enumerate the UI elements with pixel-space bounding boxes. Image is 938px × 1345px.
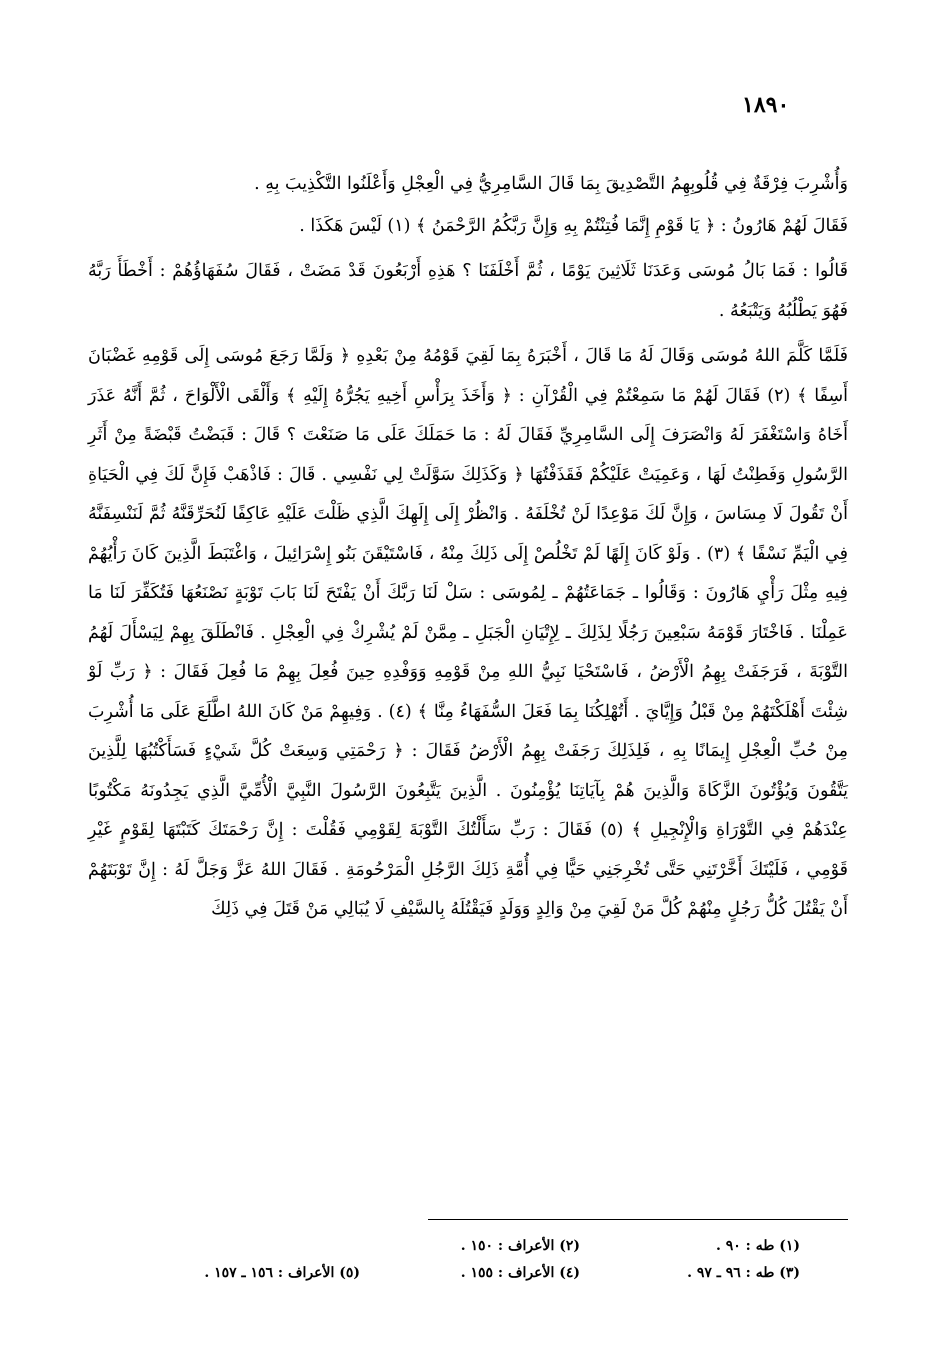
footnotes — [140, 1232, 800, 1286]
footnote-5: (٥) الأعراف : ١٥٦ ـ ١٥٧ . — [204, 1264, 360, 1281]
footnote-row — [140, 1232, 800, 1259]
paragraph-1: وَأُشْرِبَ فِرْقَةٌ فِي قُلُوبِهِمُ التَّصْدِيقَ بِمَا قَالَ السَّامِرِيُّ فِي الْعِجْلِ وَأَعْلَنُوا التَّكْذِيبَ بِهِ . — [254, 174, 848, 194]
footnote-divider — [428, 1219, 848, 1220]
footnote-row — [140, 1259, 800, 1286]
footnote-4: (٤) الأعراف : ١٥٥ . — [460, 1264, 580, 1281]
footnote-3: (٣) طه : ٩٦ ـ ٩٧ . — [687, 1264, 800, 1281]
main-text — [88, 165, 848, 936]
footnote-2: (٢) الأعراف : ١٥٠ . — [460, 1237, 580, 1254]
paragraph-2: فَقَالَ لَهُمْ هَارُونُ : ﴿ يَا قَوْمِ إِنَّمَا فُتِنْتُمْ بِهِ وَإِنَّ رَبَّكُمُ الرَّحْمَنُ ﴾ (١) لَيْسَ هَكَذَا . — [299, 215, 848, 236]
paragraph-3: قَالُوا : فَمَا بَالُ مُوسَى وَعَدَنَا ثَلَاثِينَ يَوْمًا ، ثُمَّ أَخْلَفَنَا ؟ هَذِهِ أَرْبَعُونَ قَدْ مَضَتْ ، فَقَالَ سُفَهَاؤُهُمْ : أَخْطَأَ رَبَّهُ فَهُوَ يَطْلُبُهُ وَيَتْبَعُهُ . — [88, 261, 848, 321]
page-number: ١٨٩٠ — [742, 92, 790, 118]
footnote-1: (١) طه : ٩٠ . — [715, 1237, 800, 1254]
paragraph-4: فَلَمَّا كَلَّمَ اللهُ مُوسَى وَقَالَ لَهُ مَا قَالَ ، أَخْبَرَهُ بِمَا لَقِيَ قَوْمُهُ مِنْ بَعْدِهِ ﴿ وَلَمَّا رَجَعَ مُوسَى إِلَى قَوْمِهِ غَضْبَانَ أَسِفًا ﴾ (٢) فَقَالَ لَهُمْ مَا سَمِعْتُمْ فِي الْقُرْآنِ : ﴿ وَأَخَذَ بِرَأْسِ أَخِيهِ يَجُرُّهُ إِلَيْهِ ﴾ وَأَلْقَى الْأَلْوَاحَ ، ثُمَّ أَنَّهُ عَذَرَ أَخَاهُ وَاسْتَغْفَرَ لَهُ وَانْصَرَفَ إِلَى السَّامِرِيِّ فَقَالَ لَهُ : مَا حَمَلَكَ عَلَى مَا صَنَعْتَ ؟ قَالَ : قَبَضْتُ قَبْضَةً مِنْ أَثَرِ الرَّسُولِ وَفَطِنْتُ لَهَا ، وَعَمِيَتْ عَلَيْكُمْ فَقَذَفْتُهَا ﴿ وَكَذَلِكَ سَوَّلَتْ لِي نَفْسِي . قَالَ : فَاذْهَبْ فَإِنَّ لَكَ فِي الْحَيَاةِ أَنْ تَقُولَ لَا مِسَاسَ ، وَإِنَّ لَكَ مَوْعِدًا لَنْ تُخْلَفَهُ . وَانْظُرْ إِلَى إِلَهِكَ الَّذِي ظَلْتَ عَلَيْهِ عَاكِفًا لَنُحَرِّقَنَّهُ ثُمَّ لَنَنْسِفَنَّهُ فِي الْيَمِّ نَسْفًا ﴾ (٣) . وَلَوْ كَانَ إِلَهًا لَمْ تَخْلُصْ إِلَى ذَلِكَ مِنْهُ ، فَاسْتَيْقَنَ بَنُو إِسْرَائِيلَ ، وَاغْتَبَطَ الَّذِينَ كَانَ رَأْيُهُمْ فِيهِ مِثْلَ رَأْيِ هَارُونَ : وَقَالُوا ـ جَمَاعَتُهُمْ ـ لِمُوسَى : سَلْ لَنَا رَبَّكَ أَنْ يَفْتَحَ لَنَا بَابَ تَوْبَةٍ نَصْنَعُهَا فَتُكَفِّرَ لَنَا مَا عَمِلْنَا . فَاخْتَارَ قَوْمَهُ سَبْعِينَ رَجُلًا لِذَلِكَ ـ لِإِتْيَانِ الْجَبَلِ ـ مِمَّنْ لَمْ يُشْرِكْ فِي الْعِجْلِ . فَانْطَلَقَ بِهِمْ لِيَسْأَلَ لَهُمُ التَّوْبَةَ ، فَرَجَفَتْ بِهِمُ الْأَرْضُ ، فَاسْتَحْيَا نَبِيُّ اللهِ مِنْ قَوْمِهِ وَوَفْدِهِ حِينَ فُعِلَ بِهِمْ مَا فُعِلَ فَقَالَ : ﴿ رَبِّ لَوْ شِئْتَ أَهْلَكْتَهُمْ مِنْ قَبْلُ وَإِيَّايَ . أَتُهْلِكُنَا بِمَا فَعَلَ السُّفَهَاءُ مِنَّا ﴾ (٤) . وَفِيهِمْ مَنْ كَانَ اللهُ اطَّلَعَ عَلَى مَا أُشْرِبَ مِنْ حُبِّ الْعِجْلِ إِيمَانًا بِهِ ، فَلِذَلِكَ رَجَفَتْ بِهِمُ الْأَرْضُ فَقَالَ : ﴿ رَحْمَتِي وَسِعَتْ كُلَّ شَيْءٍ فَسَأَكْتُبُهَا لِلَّذِينَ يَتَّقُونَ وَيُؤْتُونَ الزَّكَاةَ وَالَّذِينَ هُمْ بِآيَاتِنَا يُؤْمِنُونَ . الَّذِينَ يَتَّبِعُونَ الرَّسُولَ النَّبِيَّ الْأُمِّيَّ الَّذِي يَجِدُونَهُ مَكْتُوبًا عِنْدَهُمْ فِي التَّوْرَاةِ وَالْإِنْجِيلِ ﴾ (٥) فَقَالَ : رَبِّ سَأَلْتُكَ التَّوْبَةَ لِقَوْمِي فَقُلْتَ : إِنَّ رَحْمَتَكَ كَتَبْتَهَا لِقَوْمٍ غَيْرِ قَوْمِي ، فَلَيْتَكَ أَخَّرْتَنِي حَتَّى تُخْرِجَنِي حَيًّا فِي أُمَّةِ ذَلِكَ الرَّجُلِ الْمَرْحُومَةِ . فَقَالَ اللهُ عَزَّ وَجَلَّ لَهُ : إِنَّ تَوْبَتَهُمْ أَنْ يَقْتُلَ كُلُّ رَجُلٍ مِنْهُمْ كُلَّ مَنْ لَقِيَ مِنْ وَالِدٍ وَوَلَدٍ فَيَقْتُلَهُ بِالسَّيْفِ لَا يُبَالِي مَنْ قَتَلَ فِي ذَلِكَ — [88, 346, 849, 919]
